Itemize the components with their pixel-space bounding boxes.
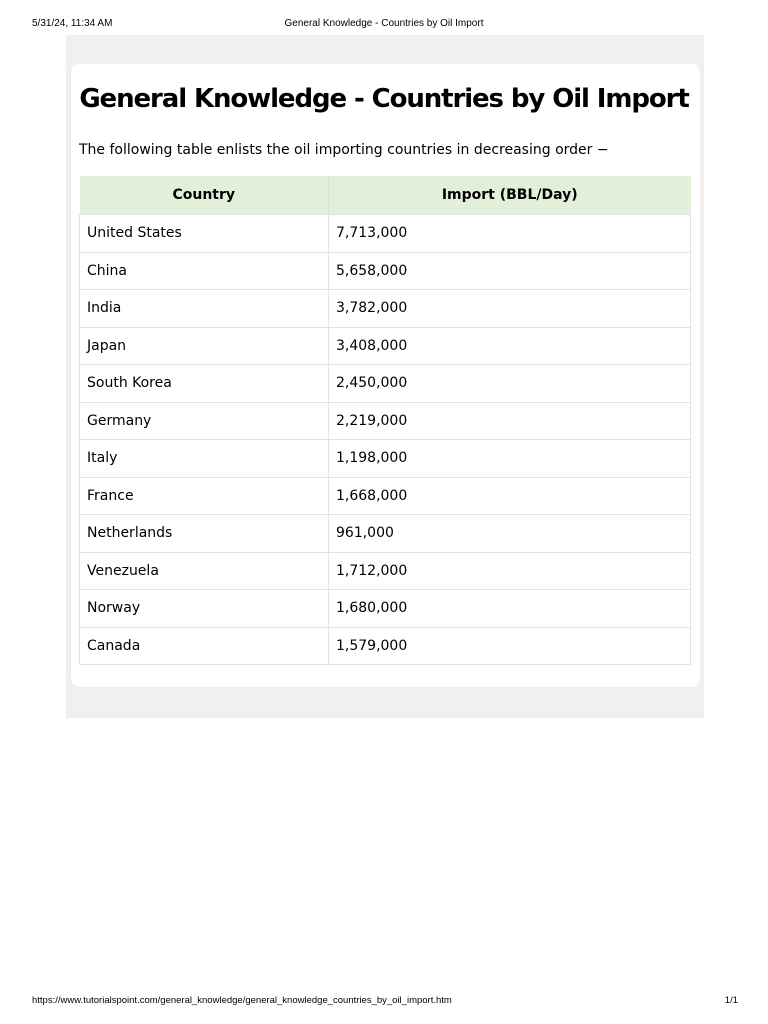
country-cell: Netherlands — [80, 515, 329, 553]
table-row — [80, 590, 691, 628]
table-row — [80, 402, 691, 440]
import-cell: 5,658,000 — [329, 252, 691, 290]
column-header-import: Import (BBL/Day) — [329, 176, 691, 215]
country-cell: Norway — [80, 590, 329, 628]
column-header-country: Country — [80, 176, 329, 215]
intro-text: The following table enlists the oil importing countries in decreasing order − — [79, 142, 609, 158]
country-cell: Japan — [80, 327, 329, 365]
import-cell: 1,668,000 — [329, 477, 691, 515]
table-header-row — [80, 176, 691, 215]
import-cell: 1,712,000 — [329, 552, 691, 590]
print-header-datetime: 5/31/24, 11:34 AM — [32, 18, 113, 29]
print-header-title: General Knowledge - Countries by Oil Import — [284, 18, 484, 29]
import-cell: 7,713,000 — [329, 215, 691, 253]
table-row — [80, 515, 691, 553]
table-row — [80, 365, 691, 403]
country-cell: South Korea — [80, 365, 329, 403]
print-footer-url: https://www.tutorialspoint.com/general_knowledge/general_knowledge_countries_by_oil_import.htm — [32, 995, 452, 1006]
import-cell: 961,000 — [329, 515, 691, 553]
import-cell: 3,782,000 — [329, 290, 691, 328]
table-row — [80, 215, 691, 253]
table-row — [80, 290, 691, 328]
oil-import-table — [79, 176, 691, 665]
import-cell: 2,450,000 — [329, 365, 691, 403]
country-cell: China — [80, 252, 329, 290]
country-cell: Italy — [80, 440, 329, 478]
import-cell: 1,680,000 — [329, 590, 691, 628]
country-cell: Germany — [80, 402, 329, 440]
table-row — [80, 627, 691, 665]
country-cell: Canada — [80, 627, 329, 665]
import-cell: 1,579,000 — [329, 627, 691, 665]
page-title: General Knowledge - Countries by Oil Import — [79, 84, 689, 114]
table-row — [80, 440, 691, 478]
print-footer-page-number: 1/1 — [724, 995, 738, 1006]
country-cell: Venezuela — [80, 552, 329, 590]
import-cell: 3,408,000 — [329, 327, 691, 365]
country-cell: India — [80, 290, 329, 328]
import-cell: 2,219,000 — [329, 402, 691, 440]
country-cell: United States — [80, 215, 329, 253]
table-row — [80, 327, 691, 365]
table-row — [80, 477, 691, 515]
table-row — [80, 252, 691, 290]
import-cell: 1,198,000 — [329, 440, 691, 478]
country-cell: France — [80, 477, 329, 515]
table-row — [80, 552, 691, 590]
